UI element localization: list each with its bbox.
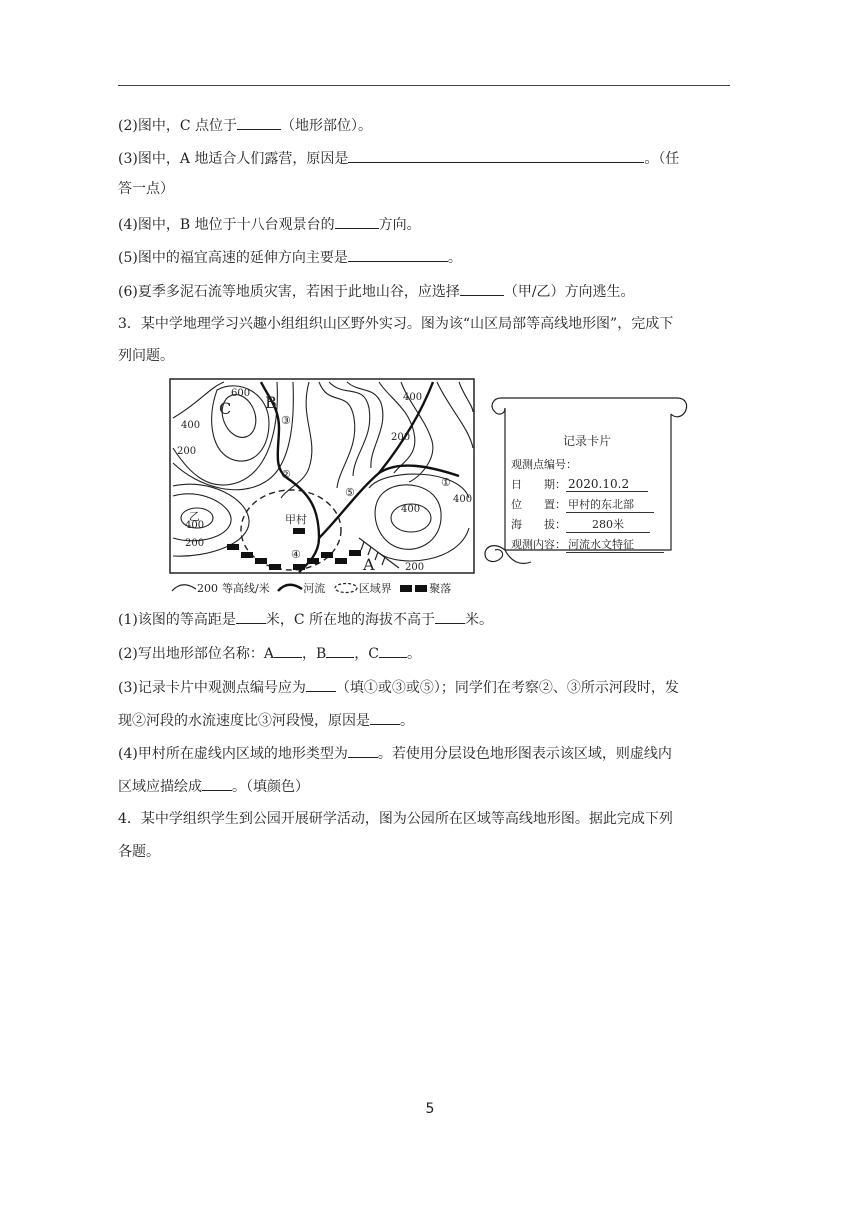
marker-5: ⑤: [345, 486, 355, 499]
jiacun-label: 甲村: [285, 513, 307, 526]
legend-river: 河流: [303, 582, 326, 595]
card-date-row: [511, 476, 648, 492]
point-c-label: C: [219, 399, 232, 418]
marker-2: ②: [281, 468, 291, 481]
map-border: [170, 379, 474, 573]
map-label: 600: [231, 388, 251, 399]
map-label: 200: [185, 538, 205, 549]
contour-map: [169, 378, 475, 574]
q4-intro: 4．某中学组织学生到公园开展研学活动，图为公园所在区域等高线地形图。据此完成下列: [118, 811, 673, 827]
card-altitude-value: 280米: [566, 516, 650, 533]
q3-part4-cont: 区域应描绘成 。（填颜色）: [118, 776, 309, 796]
record-card: [481, 390, 689, 566]
card-location-label: 位 置：: [511, 498, 566, 511]
header-rule: [118, 85, 730, 86]
q2-part4: (4)图中，B 地位于十八台观景台的 方向。: [118, 214, 421, 234]
legend-settlement: 聚落: [429, 582, 452, 595]
map-label: 400: [453, 494, 473, 505]
q3-part2: (2)写出地形部位名称：A ，B ，C 。: [118, 643, 421, 663]
q2-part3: (3)图中，A 地适合人们露营，原因是 。（任: [118, 148, 679, 168]
marker-3: ③: [281, 414, 291, 427]
q2-part5: (5)图中的福宜高速的延伸方向主要是 。: [118, 247, 462, 267]
settlement-symbol: [399, 583, 429, 593]
marker-4: ④: [291, 548, 301, 561]
card-date-label: 日 期：: [511, 478, 566, 491]
marker-1: ①: [441, 476, 451, 489]
q3-part3-cont: 现②河段的水流速度比③河段慢，原因是 。: [118, 710, 414, 730]
q3-part1: (1)该图的等高距是 米，C 所在地的海拔不高于 米。: [118, 609, 493, 629]
map-label: 400: [403, 392, 423, 403]
card-title: 记录卡片: [563, 434, 612, 448]
card-point-label: 观测点编号：: [511, 458, 577, 471]
card-content-row: [511, 536, 664, 553]
card-content-label: 观测内容：: [511, 538, 566, 551]
q3-intro: 3．某中学地理学习兴趣小组组织山区野外实习。图为该“山区局部等高线地形图”，完成下: [118, 316, 674, 332]
page-number: 5: [425, 1101, 435, 1117]
q3-part4: (4)甲村所在虚线内区域的地形类型为 。若使用分层设色地形图表示该区域，则虚线内: [118, 743, 672, 763]
legend-boundary: 区域界: [358, 582, 392, 595]
point-a-label: A: [363, 555, 375, 574]
q2-part2: (2)图中，C 点位于 （地形部位）。: [118, 115, 372, 135]
map-label: 400: [181, 420, 201, 431]
contour-symbol: [171, 583, 197, 593]
map-label: 400: [401, 504, 421, 515]
legend-contour-value: 200: [197, 581, 218, 595]
map-label: 400: [185, 520, 205, 531]
card-date-value: 2020.10.2: [566, 477, 648, 492]
yi-label: 乙: [189, 510, 200, 523]
card-location-row: [511, 496, 654, 513]
map-label: 200: [177, 446, 197, 457]
point-b-label: B: [265, 393, 277, 412]
legend-contour-label: 等高线/米: [222, 582, 270, 595]
card-altitude-label: 海 拔：: [511, 518, 566, 531]
card-location-value: 甲村的东北部: [566, 496, 654, 513]
river-symbol: [277, 583, 303, 593]
map-legend: [171, 580, 455, 596]
q4-intro-cont: 各题。: [118, 844, 160, 860]
map-label: 200: [405, 562, 425, 573]
card-content-value: 河流水文特征: [566, 536, 664, 553]
map-label: 200: [391, 432, 411, 443]
contour-map-figure: [165, 378, 689, 600]
q3-part3: (3)记录卡片中观测点编号应为 （填①或③或⑤）；同学们在考察②、③所示河段时，发: [118, 677, 679, 697]
boundary-symbol: [333, 582, 359, 594]
q3-intro-cont: 列问题。: [118, 348, 174, 364]
card-altitude-row: [511, 516, 650, 533]
q2-part3-cont: 答一点）: [118, 181, 174, 197]
q2-part6: (6)夏季多泥石流等地质灾害，若困于此地山谷，应选择 （甲/乙）方向逃生。: [118, 281, 635, 301]
